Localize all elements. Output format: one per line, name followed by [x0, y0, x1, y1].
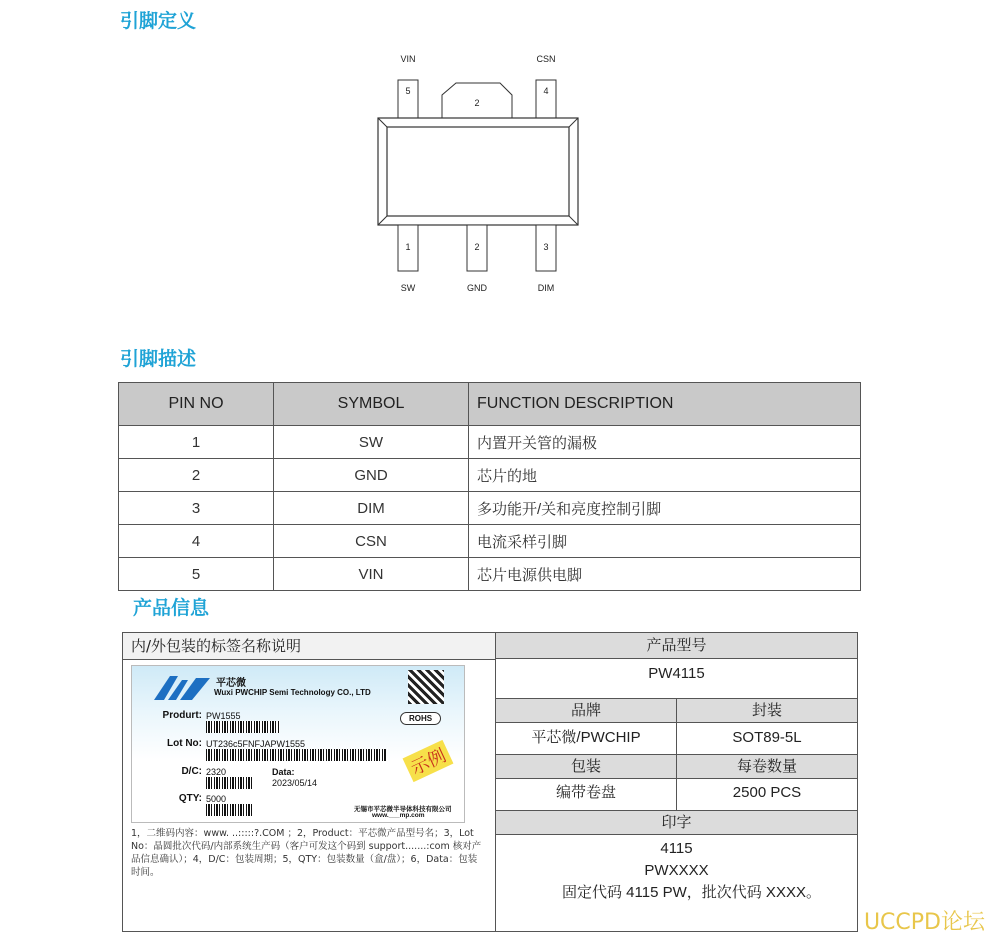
pwchip-logo-icon — [152, 672, 212, 702]
label-description-column — [123, 633, 496, 931]
brand-value: 平芯微/PWCHIP — [496, 723, 677, 755]
pin-no-cell: 5 — [119, 558, 274, 591]
label-footer-url: www.___mp.com — [372, 812, 425, 819]
model-header: 产品型号 — [496, 633, 857, 659]
produrt-key: Produrt: — [162, 710, 202, 721]
product-info-heading: 产品信息 — [133, 597, 210, 619]
label-footer-cn: 无锡市平芯微半导体科技有限公司 — [354, 806, 452, 813]
pin-3-number: 3 — [543, 242, 549, 252]
marking-header: 印字 — [496, 811, 857, 835]
pin-4-name: CSN — [536, 54, 556, 64]
marking-line-3: 固定代码 4115 PW，批次代码 XXXX。 — [562, 884, 821, 901]
function-cell: 芯片电源供电脚 — [469, 558, 861, 591]
data-key: Data: — [272, 767, 295, 777]
col-function: FUNCTION DESCRIPTION — [469, 383, 861, 426]
pin-1-number: 1 — [405, 242, 411, 252]
table-row — [119, 426, 861, 459]
marking-line-2: PWXXXX — [644, 862, 709, 879]
qty-key: QTY: — [178, 793, 202, 804]
function-cell: 内置开关管的漏极 — [469, 426, 861, 459]
brand-header: 品牌 — [496, 699, 677, 723]
pin-no-cell: 2 — [119, 459, 274, 492]
pin-2-tab-number: 2 — [474, 98, 480, 108]
symbol-cell: GND — [274, 459, 469, 492]
function-cell: 电流采样引脚 — [469, 525, 861, 558]
symbol-cell: DIM — [274, 492, 469, 525]
pin-no-cell: 3 — [119, 492, 274, 525]
forum-watermark: UCCPD论坛 — [863, 910, 985, 935]
product-info-table — [122, 632, 858, 932]
lot-key: Lot No: — [167, 738, 202, 749]
reel-qty-value: 2500 PCS — [677, 779, 857, 811]
symbol-cell: CSN — [274, 525, 469, 558]
table-row — [119, 459, 861, 492]
produrt-barcode — [206, 721, 280, 733]
sample-stamp: 示例 — [403, 740, 454, 782]
symbol-cell: VIN — [274, 558, 469, 591]
pin-definition-heading: 引脚定义 — [120, 10, 197, 32]
table-row — [119, 558, 861, 591]
pin-no-cell: 4 — [119, 525, 274, 558]
packing-value: 编带卷盘 — [496, 779, 677, 811]
label-company-en: Wuxi PWCHIP Semi Technology CO., LTD — [214, 688, 371, 697]
pin-no-cell: 1 — [119, 426, 274, 459]
function-cell: 芯片的地 — [469, 459, 861, 492]
sample-package-label — [131, 665, 465, 823]
qty-value: 5000 — [206, 794, 227, 804]
package-pin-diagram — [370, 50, 590, 300]
pin-4-number: 4 — [543, 86, 549, 96]
dc-key: D/C: — [181, 766, 202, 777]
pin-5-number: 5 — [405, 86, 411, 96]
data-value: 2023/05/14 — [272, 778, 318, 788]
col-pin-no: PIN NO — [119, 383, 274, 426]
lot-value: UT236c5FNFJAPW1555 — [206, 739, 306, 749]
pin-2-name: GND — [467, 283, 487, 293]
table-row — [119, 525, 861, 558]
packing-header: 包装 — [496, 755, 677, 779]
pin-description-heading: 引脚描述 — [120, 348, 197, 370]
pin-3-name: DIM — [537, 283, 555, 293]
label-explanation-note: 1，二维码内容：www. ..:::::?.COM ；2，Product：平芯微产品型号名；3，Lot No：晶圆批次代码/内部系统生产码（客户可发这个码到 support.......:com 核对产品信息确认）；4，D/C：包装周期；5，QTY：包装数量（盒/盘）；6，Data：包装时间。 — [131, 828, 482, 878]
dc-value: 2320 — [206, 767, 227, 777]
pin-description-table — [118, 382, 861, 591]
pin-5-name: VIN — [400, 54, 416, 64]
pin-2-number: 2 — [474, 242, 480, 252]
marking-line-1: 4115 — [660, 840, 693, 857]
dc-barcode — [206, 777, 252, 789]
symbol-cell: SW — [274, 426, 469, 459]
rohs-badge: ROHS — [400, 712, 441, 725]
lot-barcode — [206, 749, 386, 761]
package-header: 封装 — [677, 699, 857, 723]
qr-code-icon — [408, 670, 444, 704]
table-row — [119, 492, 861, 525]
label-company-cn: 平芯微 — [216, 678, 246, 689]
model-value: PW4115 — [496, 659, 857, 699]
label-description-header: 内/外包装的标签名称说明 — [123, 633, 495, 660]
produrt-value: PW1555 — [206, 711, 241, 721]
function-cell: 多功能开/关和亮度控制引脚 — [469, 492, 861, 525]
reel-qty-header: 每卷数量 — [677, 755, 857, 779]
qty-barcode — [206, 804, 252, 816]
table-header-row — [119, 383, 861, 426]
pin-1-name: SW — [400, 283, 416, 293]
package-value: SOT89-5L — [677, 723, 857, 755]
col-symbol: SYMBOL — [274, 383, 469, 426]
